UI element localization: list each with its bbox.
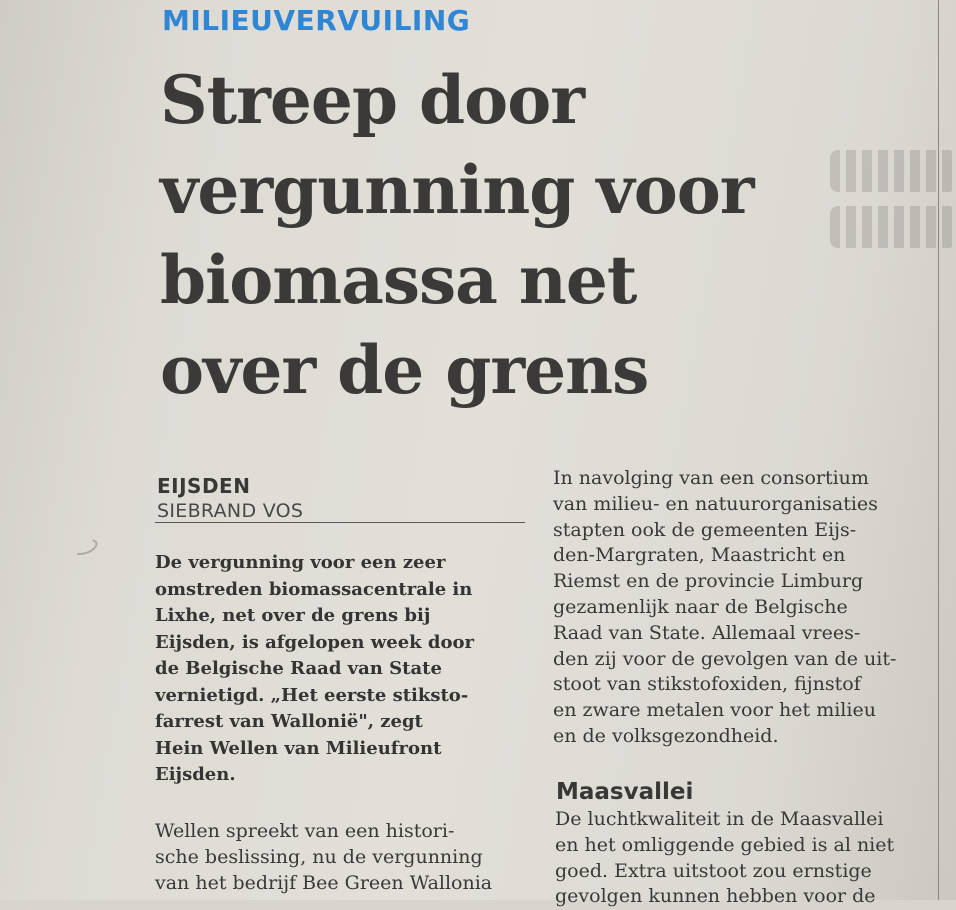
body-line: sche beslissing, nu de vergunning (155, 845, 483, 868)
lead-line: farrest van Wallonië", zegt (155, 711, 423, 732)
dateline: EIJSDEN (157, 474, 251, 498)
body-line: goed. Extra uitstoot zou ernstige (555, 859, 872, 882)
byline-divider (155, 522, 525, 523)
body-line: en het omliggende gebied is al niet (555, 833, 895, 856)
body-line: Raad van State. Allemaal vrees- (553, 621, 861, 644)
body-line: van milieu- en natuurorganisaties (553, 492, 878, 515)
headline-line: Streep door (160, 61, 584, 139)
author-byline: SIEBRAND VOS (157, 500, 304, 522)
lead-line: Eijsden, is afgelopen week door (155, 631, 474, 653)
body-line: gezamenlijk naar de Belgische (553, 595, 848, 618)
lead-line: de Belgische Raad van State (155, 658, 442, 679)
subheading: Maasvallei (556, 779, 694, 805)
body-line: In navolging van een consortium (553, 467, 869, 489)
headline-line: biomassa net (160, 241, 637, 319)
body-line: stoot van stikstofoxiden, fijnstof (553, 673, 861, 696)
body-line: stapten ook de gemeenten Eijs- (553, 518, 857, 541)
body-line: Riemst en de provincie Limburg (553, 570, 864, 593)
lead-line: Hein Wellen van Milieufront (155, 737, 442, 759)
headline-line: vergunning voor (160, 151, 754, 229)
lead-paragraph (155, 550, 527, 789)
lead-line: omstreden biomassacentrale in (155, 578, 473, 600)
body-line: en zware metalen voor het milieu (553, 699, 876, 722)
body-line: De luchtkwaliteit in de Maasvallei (555, 808, 884, 830)
lead-line: De vergunning voor een zeer (155, 552, 446, 573)
paper-smudge (70, 536, 99, 558)
body-line: en de volksgezondheid. (553, 724, 779, 747)
body-paragraph-left (155, 819, 530, 896)
body-paragraph-right (553, 466, 913, 750)
body-line: gevolgen kunnen hebben voor de (555, 885, 876, 908)
headline-line: over de grens (160, 331, 649, 409)
body-paragraph-right-2 (555, 807, 915, 910)
headline (160, 55, 754, 415)
lead-line: Lixhe, net over de grens bij (155, 605, 431, 626)
body-line: Wellen spreekt van een histori- (155, 820, 455, 842)
section-kicker: MILIEUVERVUILING (162, 4, 471, 37)
lead-line: vernietigd. „Het eerste stiksto- (155, 684, 469, 706)
body-line: den zij voor de gevolgen van de uit- (553, 647, 897, 670)
column-divider (938, 0, 939, 900)
body-line: van het bedrijf Bee Green Wallonia (155, 871, 493, 894)
lead-line: Eijsden. (155, 764, 236, 785)
body-line: den-Margraten, Maastricht en (553, 544, 846, 567)
